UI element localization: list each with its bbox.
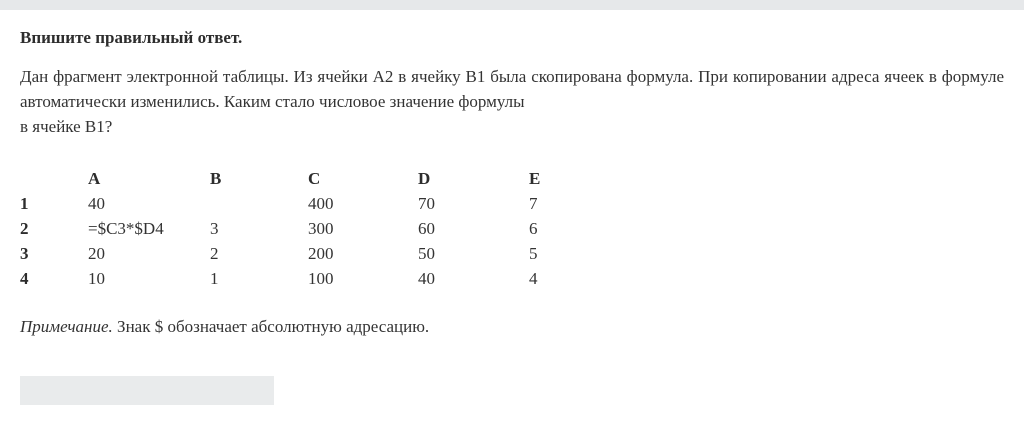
- row-header: 1: [20, 193, 29, 213]
- table-cell: 60: [418, 218, 435, 238]
- table-cell: 40: [418, 268, 435, 288]
- note: [20, 316, 429, 338]
- question-text: [20, 64, 1004, 139]
- table-row: [20, 266, 569, 291]
- table-cell: 70: [418, 193, 435, 213]
- table-cell: 6: [529, 218, 538, 238]
- table-cell: [210, 191, 308, 216]
- table-cell: 7: [529, 193, 538, 213]
- question-line-1: Дан фрагмент электронной таблицы. Из ячейки A2 в ячейку B1 была скопирована формула. При копировании адреса ячеек в формуле автоматически изменились. Каким стало числовое значение формулы: [20, 67, 1004, 111]
- corner-cell: [20, 166, 88, 191]
- table-cell: 100: [308, 268, 334, 288]
- answer-input[interactable]: [20, 376, 274, 405]
- instruction-heading: Впишите правильный ответ.: [20, 28, 243, 47]
- top-bar: [0, 0, 1024, 10]
- table-row: [20, 241, 569, 266]
- question-line-2: в ячейке B1?: [20, 117, 113, 136]
- table-cell: 40: [88, 193, 105, 213]
- table-cell: 4: [529, 268, 538, 288]
- table-row: [20, 191, 569, 216]
- note-text: Знак $ обозначает абсолютную адресацию.: [112, 317, 430, 336]
- table-cell: 10: [88, 268, 105, 288]
- table-cell: 300: [308, 218, 334, 238]
- table-cell: 1: [210, 268, 219, 288]
- table-cell: 3: [210, 218, 219, 238]
- column-header-b: B: [210, 168, 222, 188]
- table-cell: =$C3*$D4: [88, 218, 164, 238]
- table-cell: 50: [418, 243, 435, 263]
- column-header-d: D: [418, 168, 431, 188]
- table-header-row: [20, 166, 569, 191]
- column-header-c: C: [308, 168, 321, 188]
- row-header: 3: [20, 243, 29, 263]
- table-cell: 20: [88, 243, 105, 263]
- column-header-a: A: [88, 168, 101, 188]
- table-row: [20, 216, 569, 241]
- row-header: 2: [20, 218, 29, 238]
- table-cell: 2: [210, 243, 219, 263]
- task-content: [20, 27, 1004, 336]
- column-header-e: E: [529, 168, 541, 188]
- table-cell: 200: [308, 243, 334, 263]
- table-cell: 5: [529, 243, 538, 263]
- spreadsheet-fragment: [20, 166, 569, 291]
- row-header: 4: [20, 268, 29, 288]
- table-cell: 400: [308, 193, 334, 213]
- note-label: Примечание.: [20, 317, 113, 336]
